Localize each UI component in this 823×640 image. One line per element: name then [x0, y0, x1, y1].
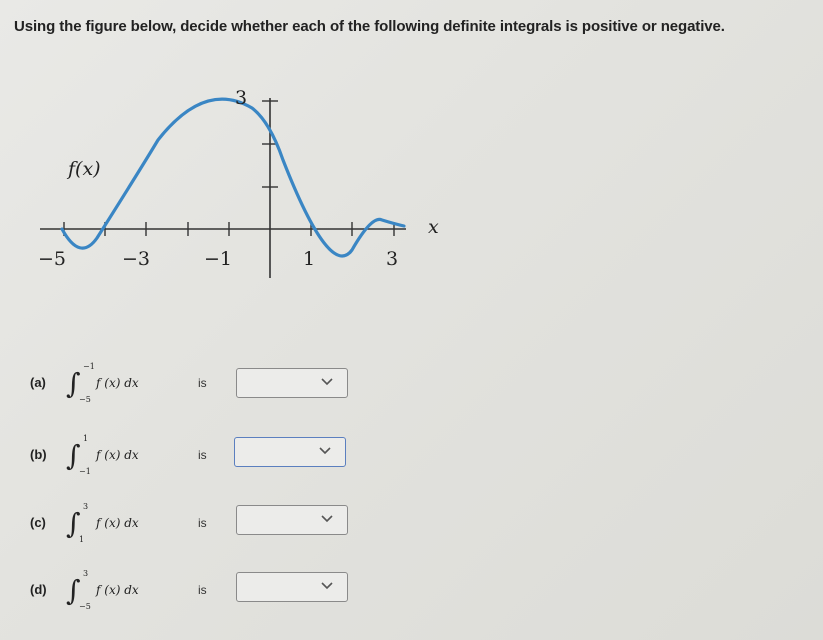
- x-tick-label-1: 1: [303, 248, 316, 270]
- chevron-down-icon: [321, 376, 333, 388]
- question-a: [0, 362, 823, 405]
- integral-sign: ∫: [66, 507, 81, 540]
- integral-lower-limit: 1: [79, 535, 85, 544]
- x-tick-label-3: 3: [386, 248, 399, 270]
- answer-dropdown-b[interactable]: [234, 437, 346, 467]
- question-label: (c): [30, 515, 46, 530]
- question-d: [0, 569, 823, 612]
- integral-upper-limit: 3: [83, 502, 89, 511]
- integral-expression: [66, 362, 196, 413]
- y-tick-label-3: 3: [235, 87, 248, 109]
- is-text: is: [198, 376, 207, 390]
- integral-upper-limit: 1: [83, 434, 89, 443]
- chevron-down-icon: [321, 513, 333, 525]
- is-text: is: [198, 516, 207, 530]
- integrand: f (x) dx: [96, 583, 139, 597]
- is-text: is: [198, 448, 207, 462]
- integral-expression: [66, 502, 196, 553]
- integral-upper-limit: −1: [83, 362, 95, 371]
- x-tick-label-neg5: −5: [38, 248, 67, 270]
- x-axis-label: x: [428, 216, 439, 238]
- question-label: (a): [30, 375, 46, 390]
- integral-expression: [66, 569, 196, 620]
- chevron-down-icon: [321, 580, 333, 592]
- integral-lower-limit: −1: [79, 467, 91, 476]
- integrand: f (x) dx: [96, 516, 139, 530]
- question-c: [0, 502, 823, 545]
- integrand: f (x) dx: [96, 376, 139, 390]
- question-b: [0, 434, 823, 477]
- integral-upper-limit: 3: [83, 569, 89, 578]
- integral-sign: ∫: [66, 574, 81, 607]
- integrand: f (x) dx: [96, 448, 139, 462]
- integral-lower-limit: −5: [79, 602, 91, 611]
- integral-expression: [66, 434, 196, 485]
- integral-sign: ∫: [66, 367, 81, 400]
- question-prompt: Using the figure below, decide whether each of the following definite integrals is positive or negative.: [14, 18, 725, 35]
- chevron-down-icon: [319, 445, 331, 457]
- integral-sign: ∫: [66, 439, 81, 472]
- answer-dropdown-c[interactable]: [236, 505, 348, 535]
- question-label: (d): [30, 582, 47, 597]
- function-label: f(x): [68, 158, 101, 180]
- x-tick-label-neg1: −1: [204, 248, 233, 270]
- x-tick-label-neg3: −3: [122, 248, 151, 270]
- is-text: is: [198, 583, 207, 597]
- answer-dropdown-d[interactable]: [236, 572, 348, 602]
- function-curve: [62, 99, 404, 256]
- question-label: (b): [30, 447, 47, 462]
- integral-lower-limit: −5: [79, 395, 91, 404]
- answer-dropdown-a[interactable]: [236, 368, 348, 398]
